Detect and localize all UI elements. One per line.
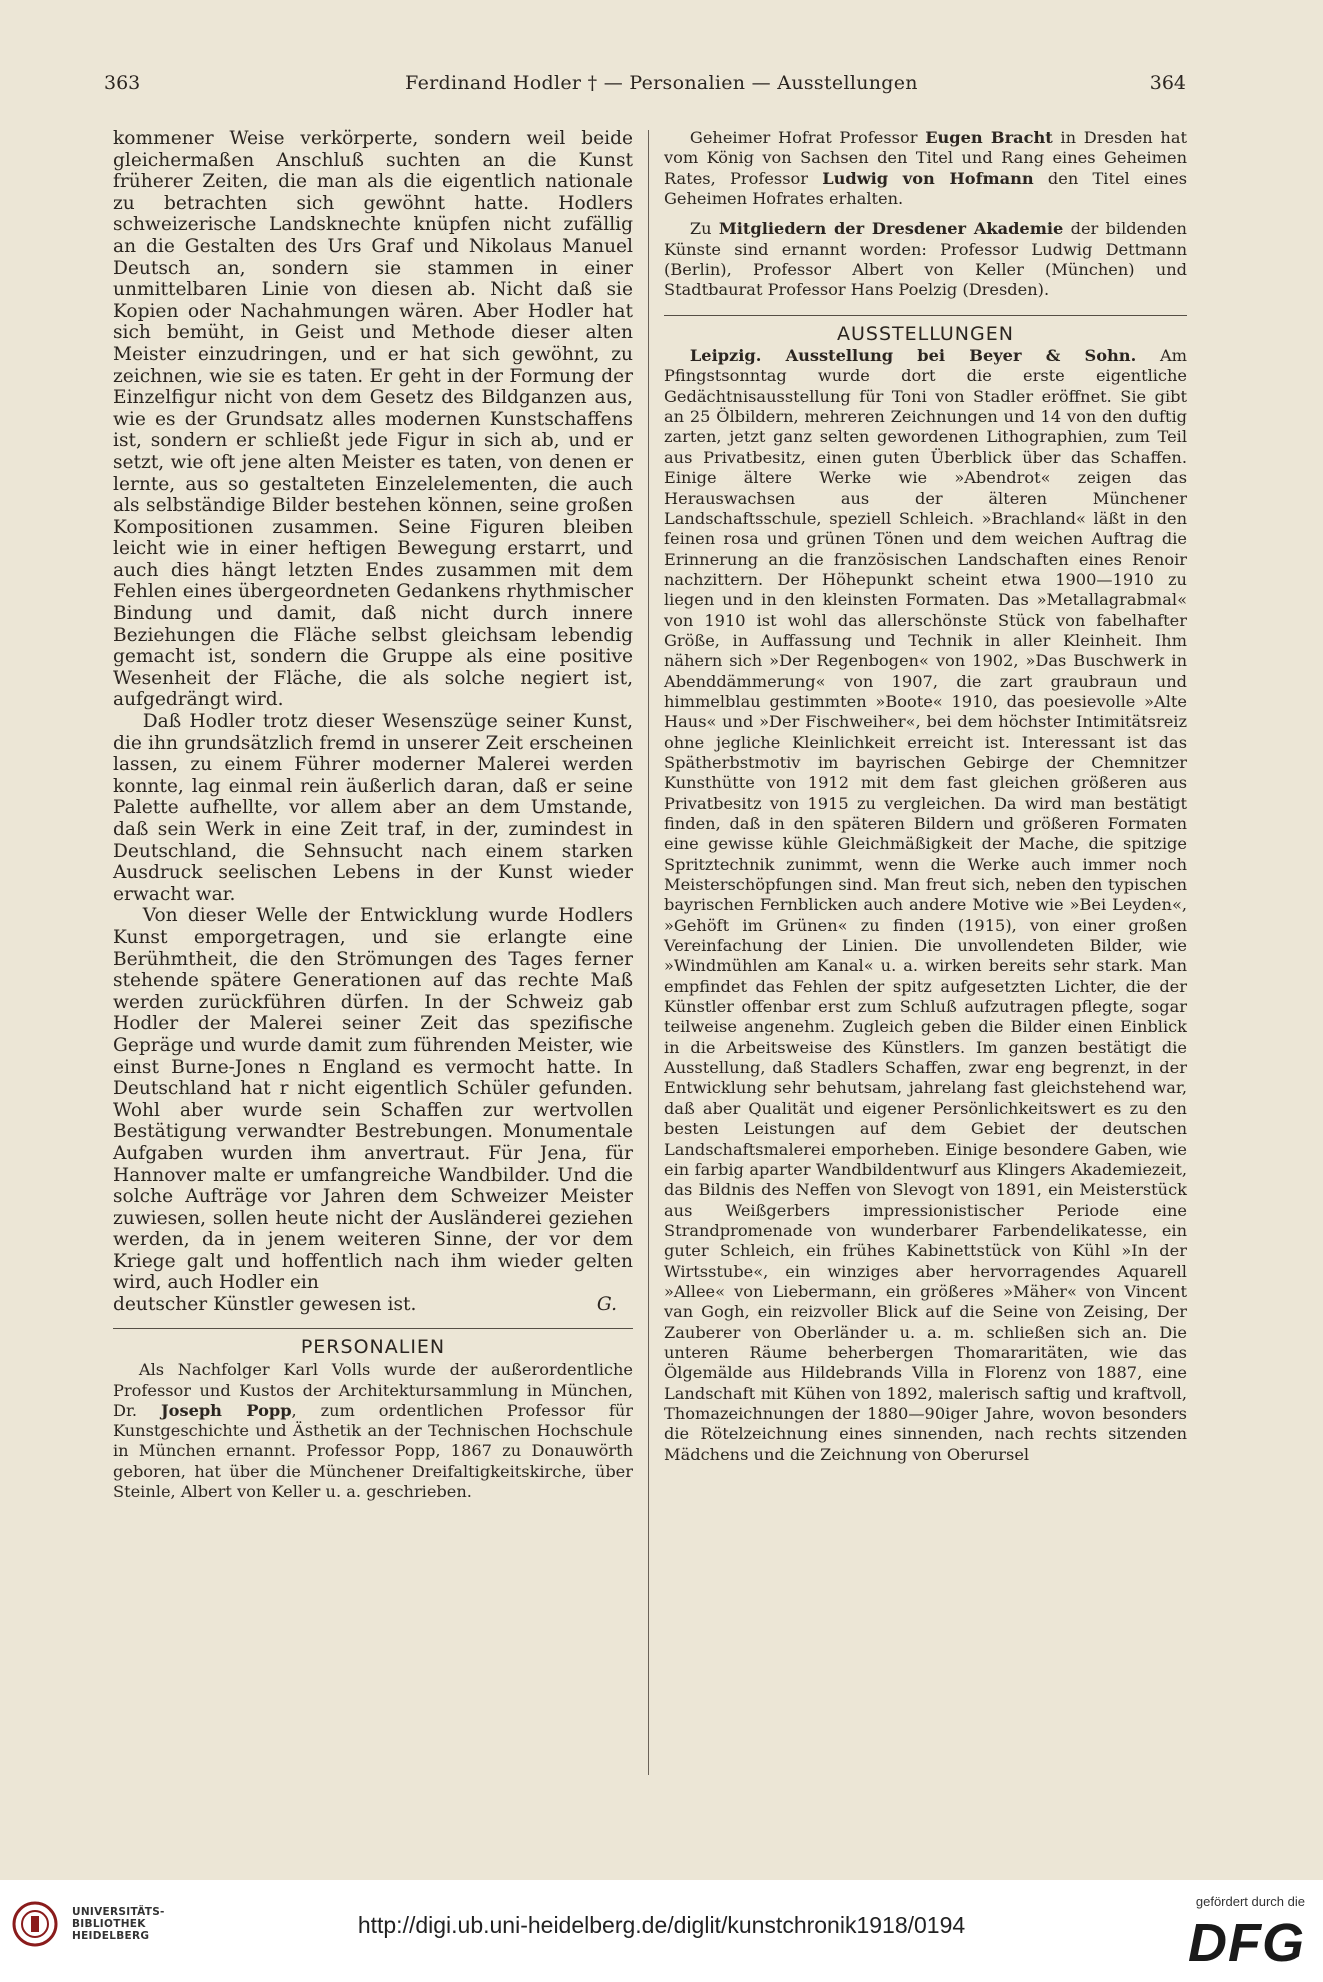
akademie-paragraph xyxy=(664,219,1187,300)
akademie-bold: Mitgliedern der Dresdener Akademie xyxy=(718,219,1064,239)
leipzig-paragraph xyxy=(664,346,1187,1465)
page-number-left: 363 xyxy=(104,72,141,94)
section-rule-ausstellungen xyxy=(664,315,1187,316)
sponsor-caption: gefördert durch die xyxy=(1195,1894,1305,1909)
hodler-closing-line xyxy=(113,1294,633,1316)
bracht-name: Eugen Bracht xyxy=(925,128,1053,147)
leipzig-heading: Leipzig. Ausstellung bei Beyer & Sohn. xyxy=(689,346,1137,366)
leipzig-text: Am Pfingstsonntag wurde dort die erste eigentliche Gedächtnisausstellung für Toni von Stadler eröffnet. Sie gibt an 25 Ölbildern, mehreren Zeichnungen und 14 von den duftig zarten, jetzt ganz selten gewordenen Lithographien, zum Teil aus Privatbesitz, einen guten Überblick über das Schaffen. Einige ältere Werke wie »Abendrot« zeigen das Herauswachsen aus der älteren Münchener Landschaftsschule, speziell Schleich. »Brachland« läßt in den feinen rosa und grünen Tönen und dem weichen Auftrag die Erinnerung an die französischen Landschaften eines Renoir nachzittern. Der Höhepunkt scheint etwa 1900—1910 zu liegen und in den kleinsten Formaten. Das »Metallagrabmal« von 1910 ist wohl das allerschönste Stück von fabelhafter Größe, in Auffassung und Technik in aller Kleinheit. Ihm nähern sich »Der Regenbogen« von 1902, »Das Buschwerk in Abenddämmerung« von 1907, die zart graubraun und himmelblau gestimmten »Boote« 1910, das poesievolle »Alte Haus« und »Der Fischweiher«, bei dem höchster Intimitätsreiz ohne jegliche Kleinlichkeit erreicht ist. Interessant ist das Spätherbstmotiv im bayrischen Gebirge der Chemnitzer Kunsthütte von 1912 mit dem fast gleichen größeren aus Privatbesitz von 1915 zu vergleichen. Da wird man bestätigt finden, daß in den späteren Bildern und größeren Formaten eine gewisse kühle Gleichmäßigkeit der Mache, die spitzige Spritztechnik zunimmt, wenn die Werke auch immer noch Meisterschöpfungen sind. Man freut sich, neben den typischen bayrischen Fernblicken auch andere Motive wie »Bei Leyden«, »Gehöft im Grünen« zu finden (1915), von einer großen Vereinfachung der Linien. Die unvollendeten Bilder, wie »Windmühlen am Kanal« u. a. wirken bereits sehr stark. Man empfindet das Fehlen der spitz aufgesetzten Lichter, die der Künstler offenbar erst zum Schluß aufzutragen pflegte, sogar teilweise angenehm. Zugleich geben die Bilder einen Einblick in die Arbeitsweise des Künstlers. Im ganzen bestätigt die Ausstellung, daß Stadlers Schaffen, zwar eng begrenzt, in der Entwicklung sehr behutsam, jahrelang fast gleichstehend war, daß aber Qualität und eigener Persönlichkeitswert es zu den besten Leistungen auf dem Gebiet der deutschen Landschaftsmalerei emporheben. Einige besondere Gaben, wie ein farbig aparter Wandbildentwurf aus Klingers Akademiezeit, das Bildnis des Neffen von Slevogt von 1891, ein Meisterstück aus Weißgerbers impressionistischer Periode eine Strandpromenade von wunderbarer Farbendelikatesse, ein guter Schleich, ein frühes Kabinettstück von Kühl »In der Wirtsstube«, ein winziges aber hervorragendes Aquarell »Allee« von Liebermann, ein größeres »Mäher« von Vincent van Gogh, ein reizvoller Blick auf die Seine von Zeising, Der Zauberer von Oberländer u. a. m. schließen sich an. Die unteren Räume beherbergen Thomararitäten, wie das Ölgemälde aus Hildebrands Villa in Florenz von 1887, eine Landschaft mit Kühen von 1892, malerisch saftig und kraftvoll, Thomazeichnungen der 1880—90iger Jahre, wovon besonders die Rötelzeichnung eines sinnenden, nach rechts sitzenden Mädchens und die Zeichnung von Oberursel xyxy=(664,346,1187,1464)
bracht-paragraph xyxy=(664,128,1187,209)
running-title: Ferdinand Hodler † — Personalien — Ausstellungen xyxy=(405,72,918,94)
personalien-paragraph xyxy=(113,1360,633,1502)
hodler-paragraph-3: Von dieser Welle der Entwicklung wurde Hodlers Kunst emporgetragen, und sie erlangte eine Berühmtheit, die den Strömungen des Tages ferner stehende spätere Generationen auf das rechte Maß werden zurückführen dürfen. In der Schweiz gab Hodler der Malerei seiner Zeit das spezifische Gepräge und wurde damit zum führenden Meister, wie einst Burne-Jones n England es vermocht hatte. In Deutschland hat r nicht eigentlich Schüler gefunden. Wohl aber wurde sein Schaffen zur wertvollen Bestätigung verwandter Bestrebungen. Monumentale Aufgaben wurden ihm anvertraut. Für Jena, für Hannover malte er umfangreiche Wandbilder. Und die solche Aufträge vor Jahren dem Schweizer Meister zuwiesen, sollen heute nicht der Ausländerei geziehen werden, da in jenem weiteren Sinne, der vor dem Kriege galt und hoffentlich nach ihm wieder gelten wird, auch Hodler ein xyxy=(113,905,633,1294)
library-line-1: UNIVERSITÄTS- xyxy=(72,1906,165,1918)
ausstellungen-heading: AUSSTELLUNGEN xyxy=(837,322,1014,345)
running-header xyxy=(0,72,1323,102)
section-rule-personalien xyxy=(113,1328,633,1329)
dfg-logo: DFG xyxy=(1188,1913,1305,1973)
bracht-text-c: den Titel eines Geheimen Hofrates erhalten. xyxy=(664,168,1187,209)
personalien-text-b: , zum ordentlichen Professor für Kunstgeschichte und Ästhetik an der Technischen Hochschule in München ernannt. Professor Popp, 1867 zu Donauwörth geboren, hat über die Münchener Dreifaltigkeitskirche, über Steinle, Albert von Keller u. a. geschrieben. xyxy=(113,1400,633,1502)
author-signature: G. xyxy=(596,1294,617,1316)
digitization-footer xyxy=(0,1880,1323,1982)
source-url-link[interactable]: http://digi.ub.uni-heidelberg.de/diglit/kunstchronik1918/0194 xyxy=(357,1912,966,1938)
closing-text: deutscher Künstler gewesen ist. xyxy=(113,1294,417,1316)
personalien-text-a: Als Nachfolger Karl Volls wurde der außerordentliche Professor und Kustos der Architektursammlung in München, Dr. xyxy=(113,1360,633,1420)
left-column xyxy=(113,128,633,1502)
hofmann-name: Ludwig von Hofmann xyxy=(822,168,1034,188)
hodler-paragraph-1: kommener Weise verkörperte, sondern weil beide gleichermaßen Anschluß suchten an die Kunst früherer Zeiten, die man als die eigentlich nationale zu betrachten sich gewöhnt hatte. Hodlers schweizerische Landsknechte knüpfen nicht zufällig an die Gestalten des Urs Graf und Nikolaus Manuel Deutsch an, sondern sie stammen in einer unmittelbaren Linie von diesen ab. Nicht daß sie Kopien oder Nachahmungen wären. Aber Hodler hat sich bemüht, in Geist und Methode dieser alten Meister einzudringen, und er hat sich gewöhnt, zu zeichnen, wie sie es taten. Er geht in der Formung der Einzelfigur nicht von dem Gesetz des Bildganzen aus, wie es der Grundsatz alles modernen Kunstschaffens ist, sondern er schließt jede Figur in sich ab, und er setzt, wie oft jene alten Meister es taten, von denen er lernte, aus so gestalteten Einzelelementen, die auch als selbständige Bilder bestehen können, seine großen Kompositionen zusammen. Seine Figuren bleiben leicht wie in einer heftigen Bewegung erstarrt, und auch dies hängt letzten Endes zusammen mit dem Fehlen eines übergeordneten Gedankens rhythmischer Bindung und damit, daß nicht durch innere Beziehungen die Fläche selbst gleichsam lebendig gemacht ist, sondern die Gruppe als eine positive Wesenheit der Fläche, die als solche negiert ist, aufgedrängt wird. xyxy=(113,128,633,711)
column-divider xyxy=(648,130,649,1775)
personalien-name: Joseph Popp xyxy=(161,1400,292,1420)
bracht-text-a: Geheimer Hofrat Professor xyxy=(689,128,918,147)
personalien-heading: PERSONALIEN xyxy=(300,1335,446,1358)
library-line-3: HEIDELBERG xyxy=(72,1930,150,1942)
hodler-paragraph-2: Daß Hodler trotz dieser Wesenszüge seiner Kunst, die ihn grundsätzlich fremd in unserer Zeit erscheinen lassen, zu einem Führer moderner Malerei werden konnte, lag einmal rein äußerlich daran, daß er seine Palette aufhellte, vor allem aber an dem Umstande, daß sein Werk in eine Zeit traf, in der, zumindest in Deutschland, die Sehnsucht nach einem starken Ausdruck seelischen Lebens in der Kunst wieder erwacht war. xyxy=(113,711,633,905)
right-column xyxy=(664,128,1187,1465)
akademie-text-a: Zu xyxy=(689,219,712,239)
page-number-right: 364 xyxy=(1149,72,1186,94)
library-line-2: BIBLIOTHEK xyxy=(72,1918,146,1930)
bracht-text-b: in Dresden hat vom König von Sachsen den Titel und Rang eines Geheimen Rates, Professor xyxy=(664,128,1187,188)
spacer xyxy=(664,209,1187,219)
akademie-text-b: der bildenden Künste sind ernannt worden: Professor Ludwig Dettmann (Berlin), Professor Albert von Keller (München) und Stadtbaurat Professor Hans Poelzig (Dresden). xyxy=(664,219,1187,300)
